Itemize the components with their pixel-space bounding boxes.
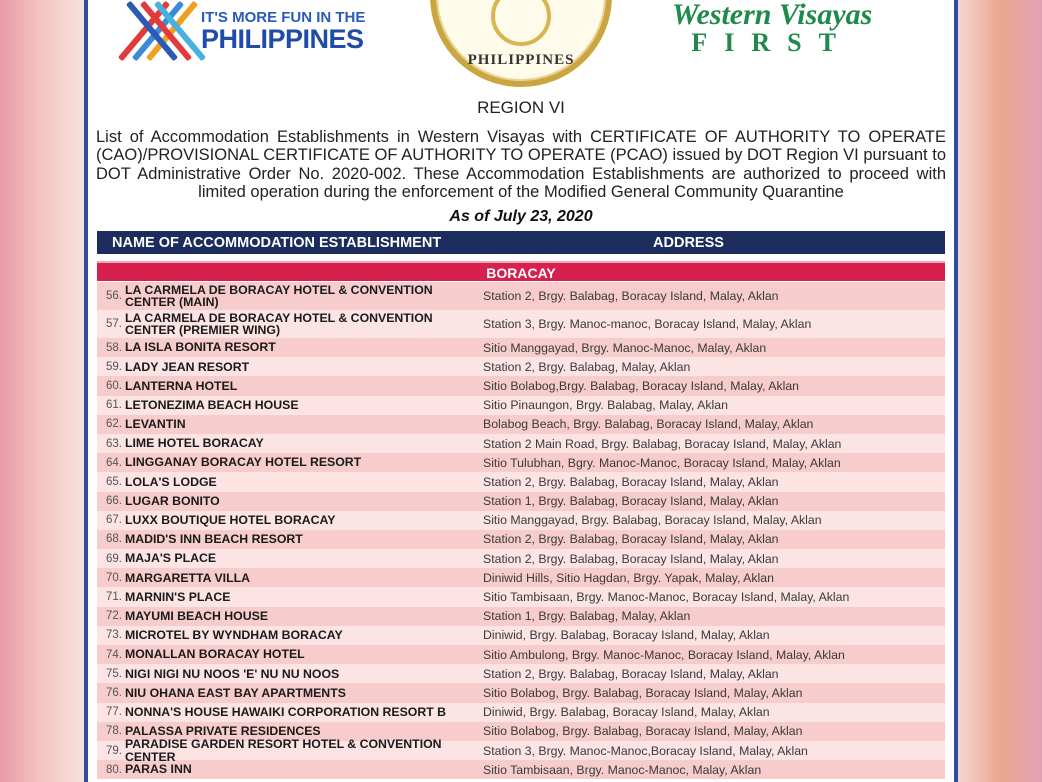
establishment-address: Sitio Bolabog, Brgy. Balabag, Boracay Island, Malay, Aklan	[483, 685, 803, 700]
establishment-name: NIGI NIGI NU NOOS 'E' NU NU NOOS	[125, 666, 340, 681]
row-number: 64.	[106, 456, 122, 469]
establishment-name: PALASSA PRIVATE RESIDENCES	[125, 724, 321, 739]
sun-icon	[491, 0, 551, 46]
table-row	[97, 626, 945, 645]
row-number: 74.	[106, 648, 122, 661]
row-number: 57.	[106, 318, 122, 330]
row-number: 61.	[106, 399, 122, 412]
establishment-address: Sitio Tambisaan, Brgy. Manoc-Manoc, Malay, Aklan	[483, 762, 762, 777]
establishment-address: Station 1, Brgy. Balabag, Malay, Aklan	[483, 609, 691, 624]
table-row	[97, 453, 945, 472]
wv-logo-line1: Western Visayas	[672, 0, 873, 31]
column-header-address: ADDRESS	[653, 234, 724, 251]
establishment-name: MAYUMI BEACH HOUSE	[125, 608, 269, 623]
row-number: 63.	[106, 437, 122, 450]
table-row	[97, 396, 945, 415]
table-row	[97, 760, 945, 779]
establishment-address: Station 2, Brgy. Balabag, Boracay Island, Malay, Aklan	[483, 551, 779, 566]
establishment-address: Sitio Ambulong, Brgy. Manoc-Manoc, Boracay Island, Malay, Aklan	[483, 647, 845, 662]
weave-icon	[131, 0, 193, 62]
region-label: REGION VI	[477, 98, 565, 117]
establishment-address: Sitio Bolabog, Brgy. Balabag, Boracay Island, Malay, Aklan	[483, 724, 803, 739]
row-number: 79.	[106, 744, 122, 757]
row-number: 56.	[106, 290, 122, 302]
table-row	[97, 434, 945, 453]
establishment-name: NONNA'S HOUSE HAWAIKI CORPORATION RESORT B	[125, 704, 447, 719]
establishment-name: LETONEZIMA BEACH HOUSE	[125, 397, 299, 412]
row-number: 65.	[106, 475, 122, 488]
establishment-address: Station 2, Brgy. Balabag, Boracay Island, Malay, Aklan	[483, 474, 779, 489]
table-row	[97, 737, 945, 764]
establishment-address: Station 2, Brgy. Balabag, Boracay Island, Malay, Aklan	[483, 666, 779, 681]
western-visayas-logo	[672, 0, 872, 56]
row-number: 68.	[106, 533, 122, 546]
row-number: 66.	[106, 495, 122, 508]
more-fun-logo	[131, 0, 365, 62]
table-row	[97, 703, 945, 722]
table-row	[97, 549, 945, 568]
row-number: 59.	[106, 360, 122, 373]
table-row	[97, 376, 945, 395]
row-number: 76.	[106, 686, 122, 699]
column-header-name: NAME OF ACCOMMODATION ESTABLISHMENT	[112, 234, 442, 251]
establishment-address: Sitio Tambisaan, Brgy. Manoc-Manoc, Boracay Island, Malay, Aklan	[483, 590, 850, 605]
establishment-name: LIME HOTEL BORACAY	[125, 436, 264, 451]
section-header-boracay: BORACAY	[97, 261, 945, 281]
row-number: 73.	[106, 629, 122, 642]
establishment-name: PARAS INN	[125, 762, 192, 777]
establishment-address: Diniwid, Brgy. Balabag, Boracay Island, Malay, Aklan	[483, 628, 770, 643]
row-number: 72.	[106, 610, 122, 623]
establishment-name: MAJA'S PLACE	[125, 551, 217, 566]
row-number: 58.	[106, 341, 122, 354]
establishment-name: MARNIN'S PLACE	[125, 589, 231, 604]
establishment-name: LA CARMELA DE BORACAY HOTEL & CONVENTION CENTER (MAIN)	[125, 282, 433, 309]
table-row	[97, 664, 945, 683]
table-row	[97, 472, 945, 491]
table-body	[97, 282, 945, 779]
establishment-address: Station 2 Main Road, Brgy. Balabag, Boracay Island, Malay, Aklan	[483, 436, 842, 451]
establishment-name: MONALLAN BORACAY HOTEL	[125, 647, 305, 662]
row-number: 69.	[106, 552, 122, 565]
establishment-name: NIU OHANA EAST BAY APARTMENTS	[125, 685, 346, 700]
table-row	[97, 282, 945, 310]
establishment-name: LOLA'S LODGE	[125, 474, 217, 489]
table-row	[97, 645, 945, 664]
table-row	[97, 338, 945, 357]
table-row	[97, 357, 945, 376]
establishment-address: Sitio Bolabog,Brgy. Balabag, Boracay Island, Malay, Aklan	[483, 378, 800, 393]
establishment-address: Station 3, Brgy. Manoc-Manoc,Boracay Island, Malay, Aklan	[483, 743, 808, 758]
establishment-name: MICROTEL BY WYNDHAM BORACAY	[125, 628, 343, 643]
row-number: 60.	[106, 379, 122, 392]
establishment-address: Diniwid, Brgy. Balabag, Boracay Island, Malay, Aklan	[483, 705, 770, 720]
row-number: 62.	[106, 418, 122, 431]
row-number: 67.	[106, 514, 122, 527]
table-row	[97, 511, 945, 530]
establishment-name: LA CARMELA DE BORACAY HOTEL & CONVENTION CENTER (PREMIER WING)	[125, 310, 433, 337]
intro-text: List of Accommodation Establishments in Western Visayas with CERTIFICATE OF AUTHORITY TO OPERATE (CAO)/PROVISIONAL CERTIFICATE OF AUTHORITY TO OPERATE (PCAO) issued by DOT Region VI pursuant to DOT Administrative Order No. 2020-002. These Accommodation Establishments are authorized to proceed with limited operation during the enforcement of the Modified General Community Quarantine	[96, 128, 946, 201]
establishment-address: Bolabog Beach, Brgy. Balabag, Boracay Island, Malay, Aklan	[483, 417, 814, 432]
establishment-name: LANTERNA HOTEL	[125, 378, 238, 393]
establishment-name: MARGARETTA VILLA	[125, 570, 251, 585]
establishment-name: MADID'S INN BEACH RESORT	[125, 532, 303, 547]
as-of-date: As of July 23, 2020	[449, 208, 593, 225]
establishment-name: LUXX BOUTIQUE HOTEL BORACAY	[125, 513, 336, 528]
establishment-name: PARADISE GARDEN RESORT HOTEL & CONVENTION CENTER	[125, 737, 442, 764]
row-number: 75.	[106, 667, 122, 680]
table-row	[97, 530, 945, 549]
establishment-name: LINGGANAY BORACAY HOTEL RESORT	[125, 455, 362, 470]
establishment-address: Station 2, Brgy. Balabag, Malay, Aklan	[483, 359, 691, 374]
wv-logo-line2: FIRST	[691, 28, 853, 57]
logo-tagline: IT'S MORE FUN IN THE	[201, 9, 366, 26]
table-row	[97, 587, 945, 606]
row-number: 80.	[106, 763, 122, 776]
row-number: 77.	[106, 706, 122, 719]
establishment-address: Sitio Pinaungon, Brgy. Balabag, Malay, Aklan	[483, 398, 728, 413]
seal-text: PHILIPPINES	[467, 52, 575, 68]
establishment-address: Station 3, Brgy. Manoc-manoc, Boracay Island, Malay, Aklan	[483, 317, 812, 331]
table-row	[97, 492, 945, 511]
establishment-address: Station 2, Brgy. Balabag, Boracay Island, Malay, Aklan	[483, 532, 779, 547]
logo-country: PHILIPPINES	[201, 24, 364, 54]
establishment-address: Sitio Tulubhan, Bgry. Manoc-Manoc, Boracay Island, Malay, Aklan	[483, 455, 841, 470]
table-row	[97, 607, 945, 626]
row-number: 78.	[106, 725, 122, 738]
table-row	[97, 683, 945, 702]
establishment-address: Station 2, Brgy. Balabag, Boracay Island, Malay, Aklan	[483, 289, 779, 303]
table-header	[97, 231, 945, 254]
table-row	[97, 310, 945, 338]
establishment-name: LA ISLA BONITA RESORT	[125, 340, 276, 355]
row-number: 70.	[106, 571, 122, 584]
establishment-name: LUGAR BONITO	[125, 493, 220, 508]
establishment-name: LEVANTIN	[125, 417, 186, 432]
establishment-address: Sitio Manggayad, Brgy. Balabag, Boracay Island, Malay, Aklan	[483, 513, 822, 528]
table-row	[97, 568, 945, 587]
establishment-address: Sitio Manggayad, Brgy. Manoc-Manoc, Malay, Aklan	[483, 340, 767, 355]
table-row	[97, 415, 945, 434]
establishment-name: LADY JEAN RESORT	[125, 359, 250, 374]
row-number: 71.	[106, 591, 122, 604]
establishment-address: Station 1, Brgy. Balabag, Boracay Island, Malay, Aklan	[483, 494, 779, 509]
establishment-address: Diniwid Hills, Sitio Hagdan, Brgy. Yapak, Malay, Aklan	[483, 570, 774, 585]
